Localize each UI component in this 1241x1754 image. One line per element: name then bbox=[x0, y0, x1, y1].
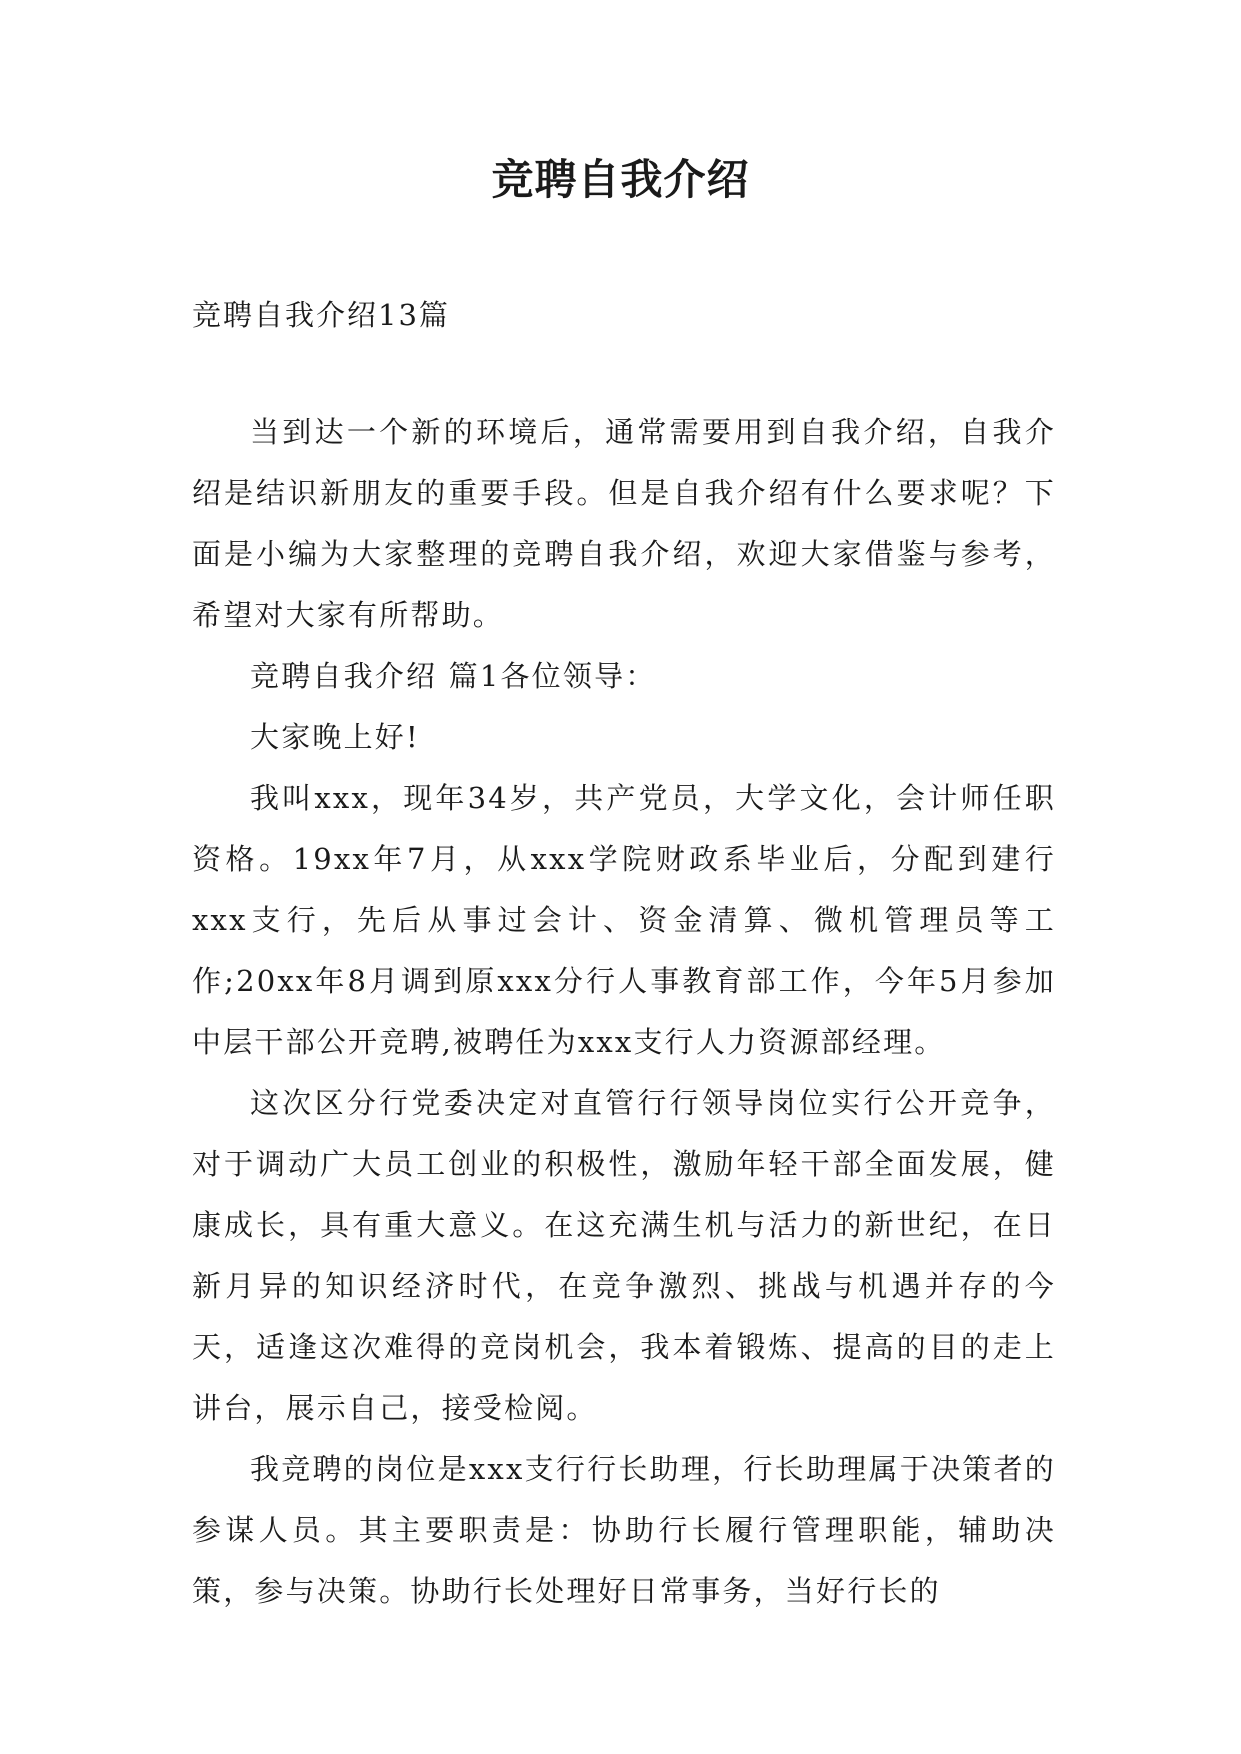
document-body bbox=[192, 402, 1056, 1622]
document-title: 竞聘自我介绍 bbox=[491, 155, 750, 204]
document-subtitle: 竞聘自我介绍13篇 bbox=[192, 298, 450, 332]
paragraph-section-heading: 竞聘自我介绍 篇1各位领导： bbox=[250, 659, 657, 693]
paragraph-greeting: 大家晚上好! bbox=[250, 720, 420, 754]
paragraph-position-duties: 我竞聘的岗位是xxx支行行长助理，行长助理属于决策者的参谋人员。其主要职责是：协助行长履行管理职能，辅助决策，参与决策。协助行长处理好日常事务，当好行长的 bbox=[192, 1452, 1056, 1608]
paragraph-self-background: 我叫xxx，现年34岁，共产党员，大学文化，会计师任职资格。19xx年7月，从xxx学院财政系毕业后，分配到建行xxx支行，先后从事过会计、资金清算、微机管理员等工作;20xx年8月调到原xxx分行人事教育部工作，今年5月参加中层干部公开竞聘,被聘任为xxx支行人力资源部经理。 bbox=[192, 781, 1056, 1059]
paragraph-intro: 当到达一个新的环境后，通常需要用到自我介绍，自我介绍是结识新朋友的重要手段。但是自我介绍有什么要求呢？下面是小编为大家整理的竞聘自我介绍，欢迎大家借鉴与参考，希望对大家有所帮助。 bbox=[192, 415, 1056, 632]
paragraph-competition-significance: 这次区分行党委决定对直管行行领导岗位实行公开竞争，对于调动广大员工创业的积极性，激励年轻干部全面发展，健康成长，具有重大意义。在这充满生机与活力的新世纪，在日新月异的知识经济时代，在竞争激烈、挑战与机遇并存的今天，适逢这次难得的竞岗机会，我本着锻炼、提高的目的走上讲台，展示自己，接受检阅。 bbox=[192, 1086, 1056, 1425]
